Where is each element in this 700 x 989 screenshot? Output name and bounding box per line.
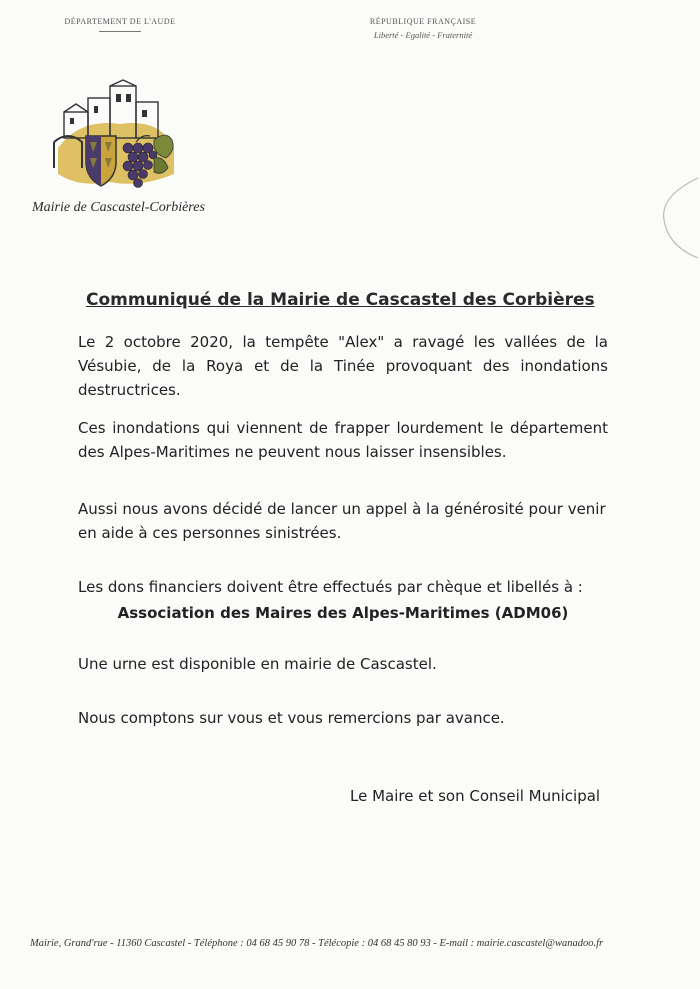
paragraph-floods: Ces inondations qui viennent de frapper lourdement le département des Alpes-Maritimes ne peuvent nous laisser insensibles. <box>78 419 608 461</box>
mairie-name: Mairie de Cascastel-Corbières <box>32 200 205 215</box>
paragraph-donations: Les dons financiers doivent être effectués par chèque et libellés à : <box>78 578 583 596</box>
paragraph-storm: Le 2 octobre 2020, la tempête "Alex" a ravagé les vallées de la Vésubie, de la Roya et de la Tinée provoquant des inondations destructrices. <box>78 333 608 399</box>
page-title: Communiqué de la Mairie de Cascastel des Corbières <box>86 290 595 310</box>
footer-contact: Mairie, Grand'rue - 11360 Cascastel - Téléphone : 04 68 45 90 78 - Télécopie : 04 68 45 80 93 - E-mail : mairie.cascastel@wanadoo.fr <box>30 938 604 949</box>
signature: Le Maire et son Conseil Municipal <box>350 787 601 805</box>
department-header <box>55 17 185 32</box>
paragraph-urn: Une urne est disponible en mairie de Cascastel. <box>78 655 437 673</box>
header-divider <box>99 31 141 32</box>
paragraph-thanks: Nous comptons sur vous et vous remercions par avance. <box>78 709 505 727</box>
scan-edge-mark <box>658 176 700 260</box>
department-text: DÉPARTEMENT DE L'AUDE <box>64 17 176 26</box>
republic-header <box>358 17 488 40</box>
association-name: Association des Maires des Alpes-Maritimes (ADM06) <box>117 604 569 622</box>
republic-motto: Liberté - Egalité - Fraternité <box>373 30 473 40</box>
mairie-logo-icon <box>50 78 180 200</box>
paragraph-appeal: Aussi nous avons décidé de lancer un appel à la générosité pour venir en aide à ces personnes sinistrées. <box>78 500 606 542</box>
republic-text: RÉPUBLIQUE FRANÇAISE <box>369 17 477 26</box>
